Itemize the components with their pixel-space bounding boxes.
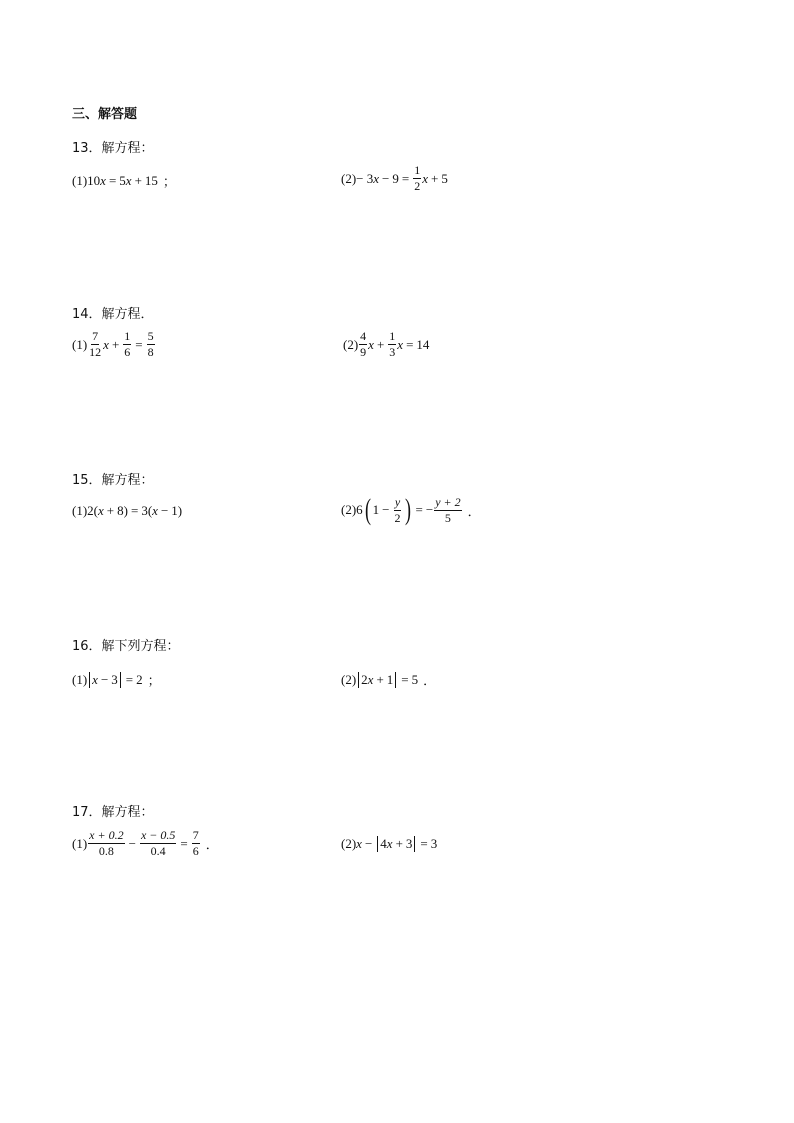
minus-sign: − — [364, 836, 373, 851]
punctuation: ； — [147, 674, 161, 689]
denominator: 2 — [414, 179, 421, 193]
term: 8 — [117, 503, 124, 518]
equals-sign: = — [401, 170, 410, 186]
equals-sign: = — [415, 502, 423, 517]
question-15-part-2 — [341, 495, 481, 525]
part-label: (1) — [72, 503, 88, 518]
abs-bar-left — [89, 672, 90, 688]
abs-bar-left — [377, 836, 378, 852]
term: 5 — [441, 170, 448, 186]
variable: x — [397, 336, 404, 352]
fraction — [88, 330, 102, 359]
right-paren: ) — [123, 503, 128, 518]
variable: x — [356, 836, 362, 851]
question-16-part-1 — [72, 670, 161, 689]
numerator: 1 — [414, 163, 421, 177]
denominator: 5 — [444, 510, 451, 525]
term: 3 — [141, 503, 148, 518]
part-label: (2) — [341, 502, 357, 517]
term: − 3 — [356, 170, 374, 186]
left-paren: ( — [364, 493, 371, 526]
term: 2 — [87, 503, 94, 518]
term: 6 — [356, 502, 363, 517]
denominator: 3 — [389, 345, 396, 359]
equals-sign: = — [135, 336, 143, 352]
fraction — [140, 829, 176, 858]
variable: x — [98, 503, 104, 518]
part-label: (2) — [343, 336, 359, 352]
right-paren: ) — [404, 493, 411, 526]
part-label: (1) — [72, 671, 88, 687]
plus-sign: + — [431, 170, 439, 186]
term: 3 — [111, 671, 118, 687]
term: 5 — [411, 671, 419, 687]
numerator: 5 — [147, 329, 154, 343]
fraction — [359, 330, 367, 359]
punctuation: ． — [205, 838, 219, 853]
numerator: 1 — [124, 329, 131, 343]
numerator: x − 0.5 — [140, 828, 176, 842]
numerator: 1 — [389, 329, 396, 343]
section-heading: 三、解答题 — [72, 107, 138, 122]
variable: x — [422, 170, 429, 186]
variable: x — [100, 172, 106, 188]
part-label: (2) — [341, 170, 357, 186]
abs-bar-right — [414, 836, 415, 852]
part-label: (1) — [72, 835, 88, 851]
fraction — [88, 829, 124, 858]
question-14-part-2 — [343, 330, 429, 359]
fraction — [192, 829, 200, 858]
equals-sign: = — [420, 836, 428, 851]
term: 1 — [386, 671, 394, 687]
numerator: 7 — [92, 329, 99, 343]
fraction — [413, 164, 421, 193]
term: 4 — [380, 836, 387, 851]
denominator: 12 — [89, 345, 102, 359]
variable: x — [367, 671, 374, 687]
part-label: (2) — [341, 671, 357, 687]
plus-sign: + — [134, 172, 142, 188]
fraction — [147, 330, 155, 359]
punctuation: ； — [162, 175, 176, 190]
minus-sign: − — [382, 170, 390, 186]
denominator: 6 — [192, 844, 199, 858]
term: 14 — [416, 336, 430, 352]
denominator: 6 — [124, 345, 131, 359]
denominator: 0.4 — [150, 844, 166, 858]
fraction — [434, 496, 461, 525]
question-14-part-1 — [72, 330, 156, 359]
question-14-title: 14．解方程． — [72, 307, 154, 322]
equals-sign: = — [406, 336, 414, 352]
question-15-part-1 — [72, 503, 182, 519]
variable: x — [386, 836, 393, 851]
plus-sign: + — [376, 336, 385, 352]
term: 3 — [405, 836, 413, 851]
equals-sign: = — [401, 671, 409, 687]
question-13-title: 13．解方程： — [72, 141, 154, 156]
abs-bar-left — [358, 672, 359, 688]
variable: x — [103, 336, 109, 352]
variable: x — [152, 503, 158, 518]
equals-sign: = — [130, 503, 139, 518]
numerator: y + 2 — [435, 494, 461, 509]
term: 3 — [430, 836, 438, 851]
plus-sign: + — [106, 503, 115, 518]
variable: x — [373, 170, 380, 186]
question-16-part-2 — [341, 670, 436, 689]
part-label: (1) — [72, 172, 88, 188]
numerator: x + 0.2 — [89, 828, 124, 842]
negative-sign: − — [425, 502, 434, 517]
question-16-title: 16．解下列方程： — [72, 639, 180, 654]
part-label: (2) — [341, 836, 357, 851]
minus-sign: − — [382, 502, 390, 517]
abs-bar-right — [395, 672, 396, 688]
question-17-part-1 — [72, 829, 219, 858]
term: 5 — [119, 172, 126, 188]
fraction — [394, 496, 402, 525]
question-13-part-1 — [72, 171, 176, 190]
plus-sign: + — [395, 836, 403, 851]
term: 15 — [144, 172, 158, 188]
variable: x — [368, 336, 374, 352]
question-17-part-2 — [341, 836, 437, 852]
fraction — [123, 330, 131, 359]
denominator: 9 — [360, 345, 367, 359]
term: 9 — [392, 170, 399, 186]
question-17-title: 17．解方程： — [72, 805, 154, 820]
punctuation: ． — [467, 504, 481, 520]
equals-sign: = — [125, 671, 134, 687]
variable: x — [92, 671, 98, 687]
variable: x — [125, 172, 132, 188]
left-paren: ( — [147, 503, 153, 518]
numerator: 4 — [360, 329, 367, 343]
equals-sign: = — [108, 172, 117, 188]
plus-sign: + — [111, 336, 120, 352]
term: 2 — [361, 671, 368, 687]
term: 10 — [87, 172, 101, 188]
denominator: 0.8 — [98, 844, 114, 858]
term: 1 — [171, 503, 178, 518]
equals-sign: = — [180, 835, 188, 851]
minus-sign: − — [128, 835, 136, 851]
abs-bar-right — [120, 672, 121, 688]
question-15-title: 15．解方程： — [72, 473, 154, 488]
minus-sign: − — [100, 671, 109, 687]
denominator: 8 — [147, 345, 154, 359]
right-paren: ) — [177, 503, 183, 518]
fraction — [388, 330, 396, 359]
term: 1 — [372, 502, 380, 517]
plus-sign: + — [376, 671, 384, 687]
numerator: y — [394, 494, 401, 509]
term: 2 — [136, 671, 143, 687]
minus-sign: − — [160, 503, 169, 518]
punctuation: ． — [423, 674, 437, 689]
denominator: 2 — [394, 510, 401, 525]
question-13-part-2 — [341, 164, 448, 193]
numerator: 7 — [192, 828, 199, 842]
part-label: (1) — [72, 336, 88, 352]
left-paren: ( — [93, 503, 99, 518]
